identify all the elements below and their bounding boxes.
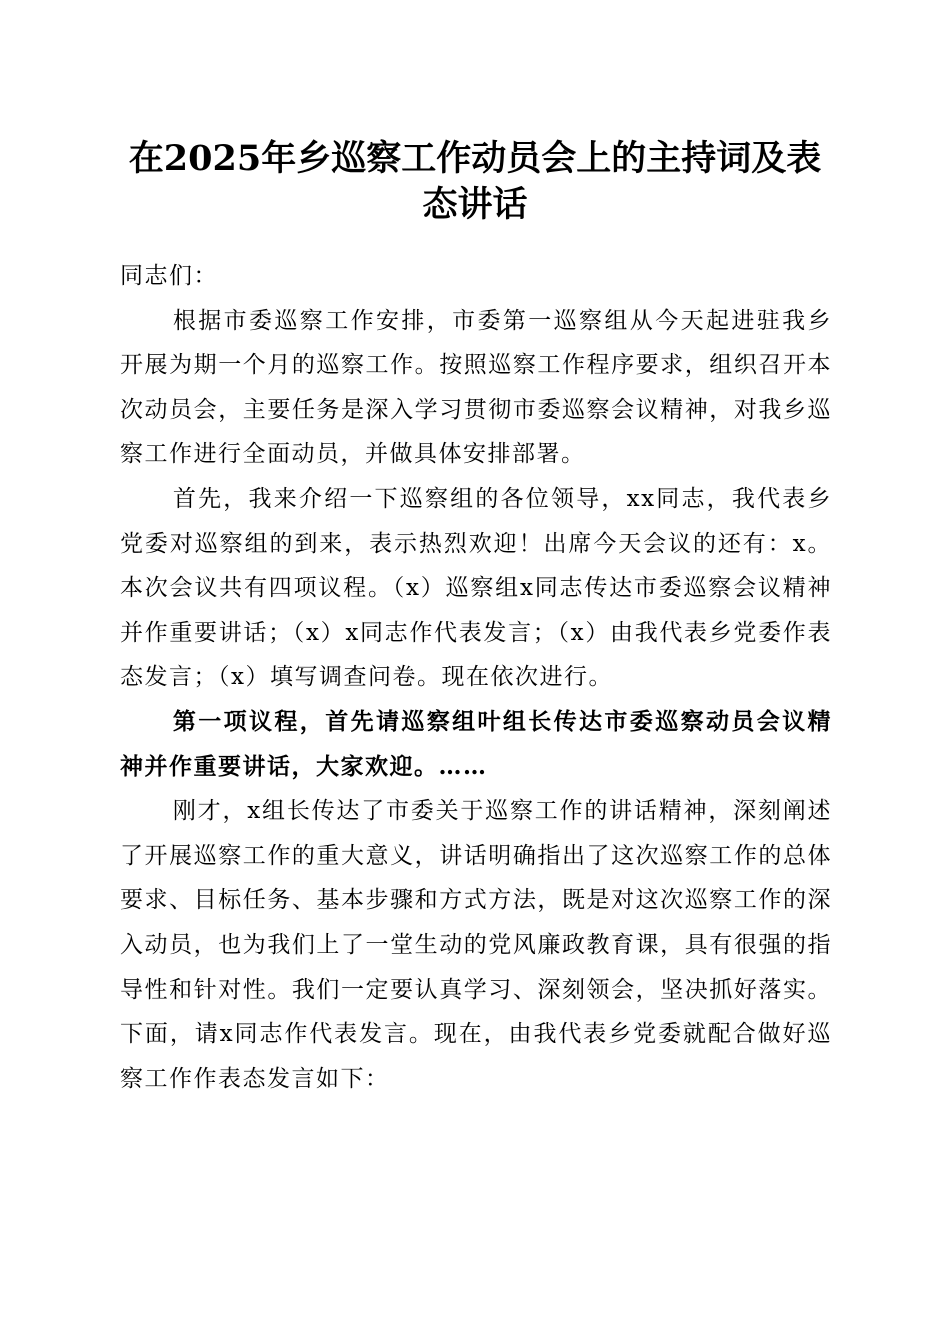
paragraph-response: 刚才，x组长传达了市委关于巡察工作的讲话精神，深刻阐述了开展巡察工作的重大意义，讲话明确指出了这次巡察工作的总体要求、目标任务、基本步骤和方式方法，既是对这次巡察工作的深入动员，也为我们上了一堂生动的党风廉政教育课，具有很强的指导性和针对性。我们一定要认真学习、深刻领会，坚决抓好落实。下面，请x同志作代表发言。现在，由我代表乡党委就配合做好巡察工作作表态发言如下： [120, 798, 832, 1092]
document-body [120, 254, 832, 1101]
document-title [110, 136, 840, 228]
paragraph-first-agenda: 第一项议程，首先请巡察组叶组长传达市委巡察动员会议精神并作重要讲话，大家欢迎。…… [120, 707, 832, 780]
paragraph-opening: 根据市委巡察工作安排，市委第一巡察组从今天起进驻我乡开展为期一个月的巡察工作。按照巡察工作程序要求，组织召开本次动员会，主要任务是深入学习贯彻市委巡察会议精神，对我乡巡察工作进行全面动员，并做具体安排部署。 [120, 307, 832, 468]
paragraph-introduction: 首先，我来介绍一下巡察组的各位领导，xx同志，我代表乡党委对巡察组的到来，表示热烈欢迎！出席今天会议的还有：x。本次会议共有四项议程。（x）巡察组x同志传达市委巡察会议精神并作重要讲话；（x）x同志作代表发言；（x）由我代表乡党委作表态发言；（x）填写调查问卷。现在依次进行。 [120, 485, 832, 691]
title-line-1: 在2025年乡巡察工作动员会上的主持词及表 [128, 138, 822, 179]
salutation: 同志们： [120, 263, 218, 289]
title-line-2: 态讲话 [422, 184, 528, 225]
